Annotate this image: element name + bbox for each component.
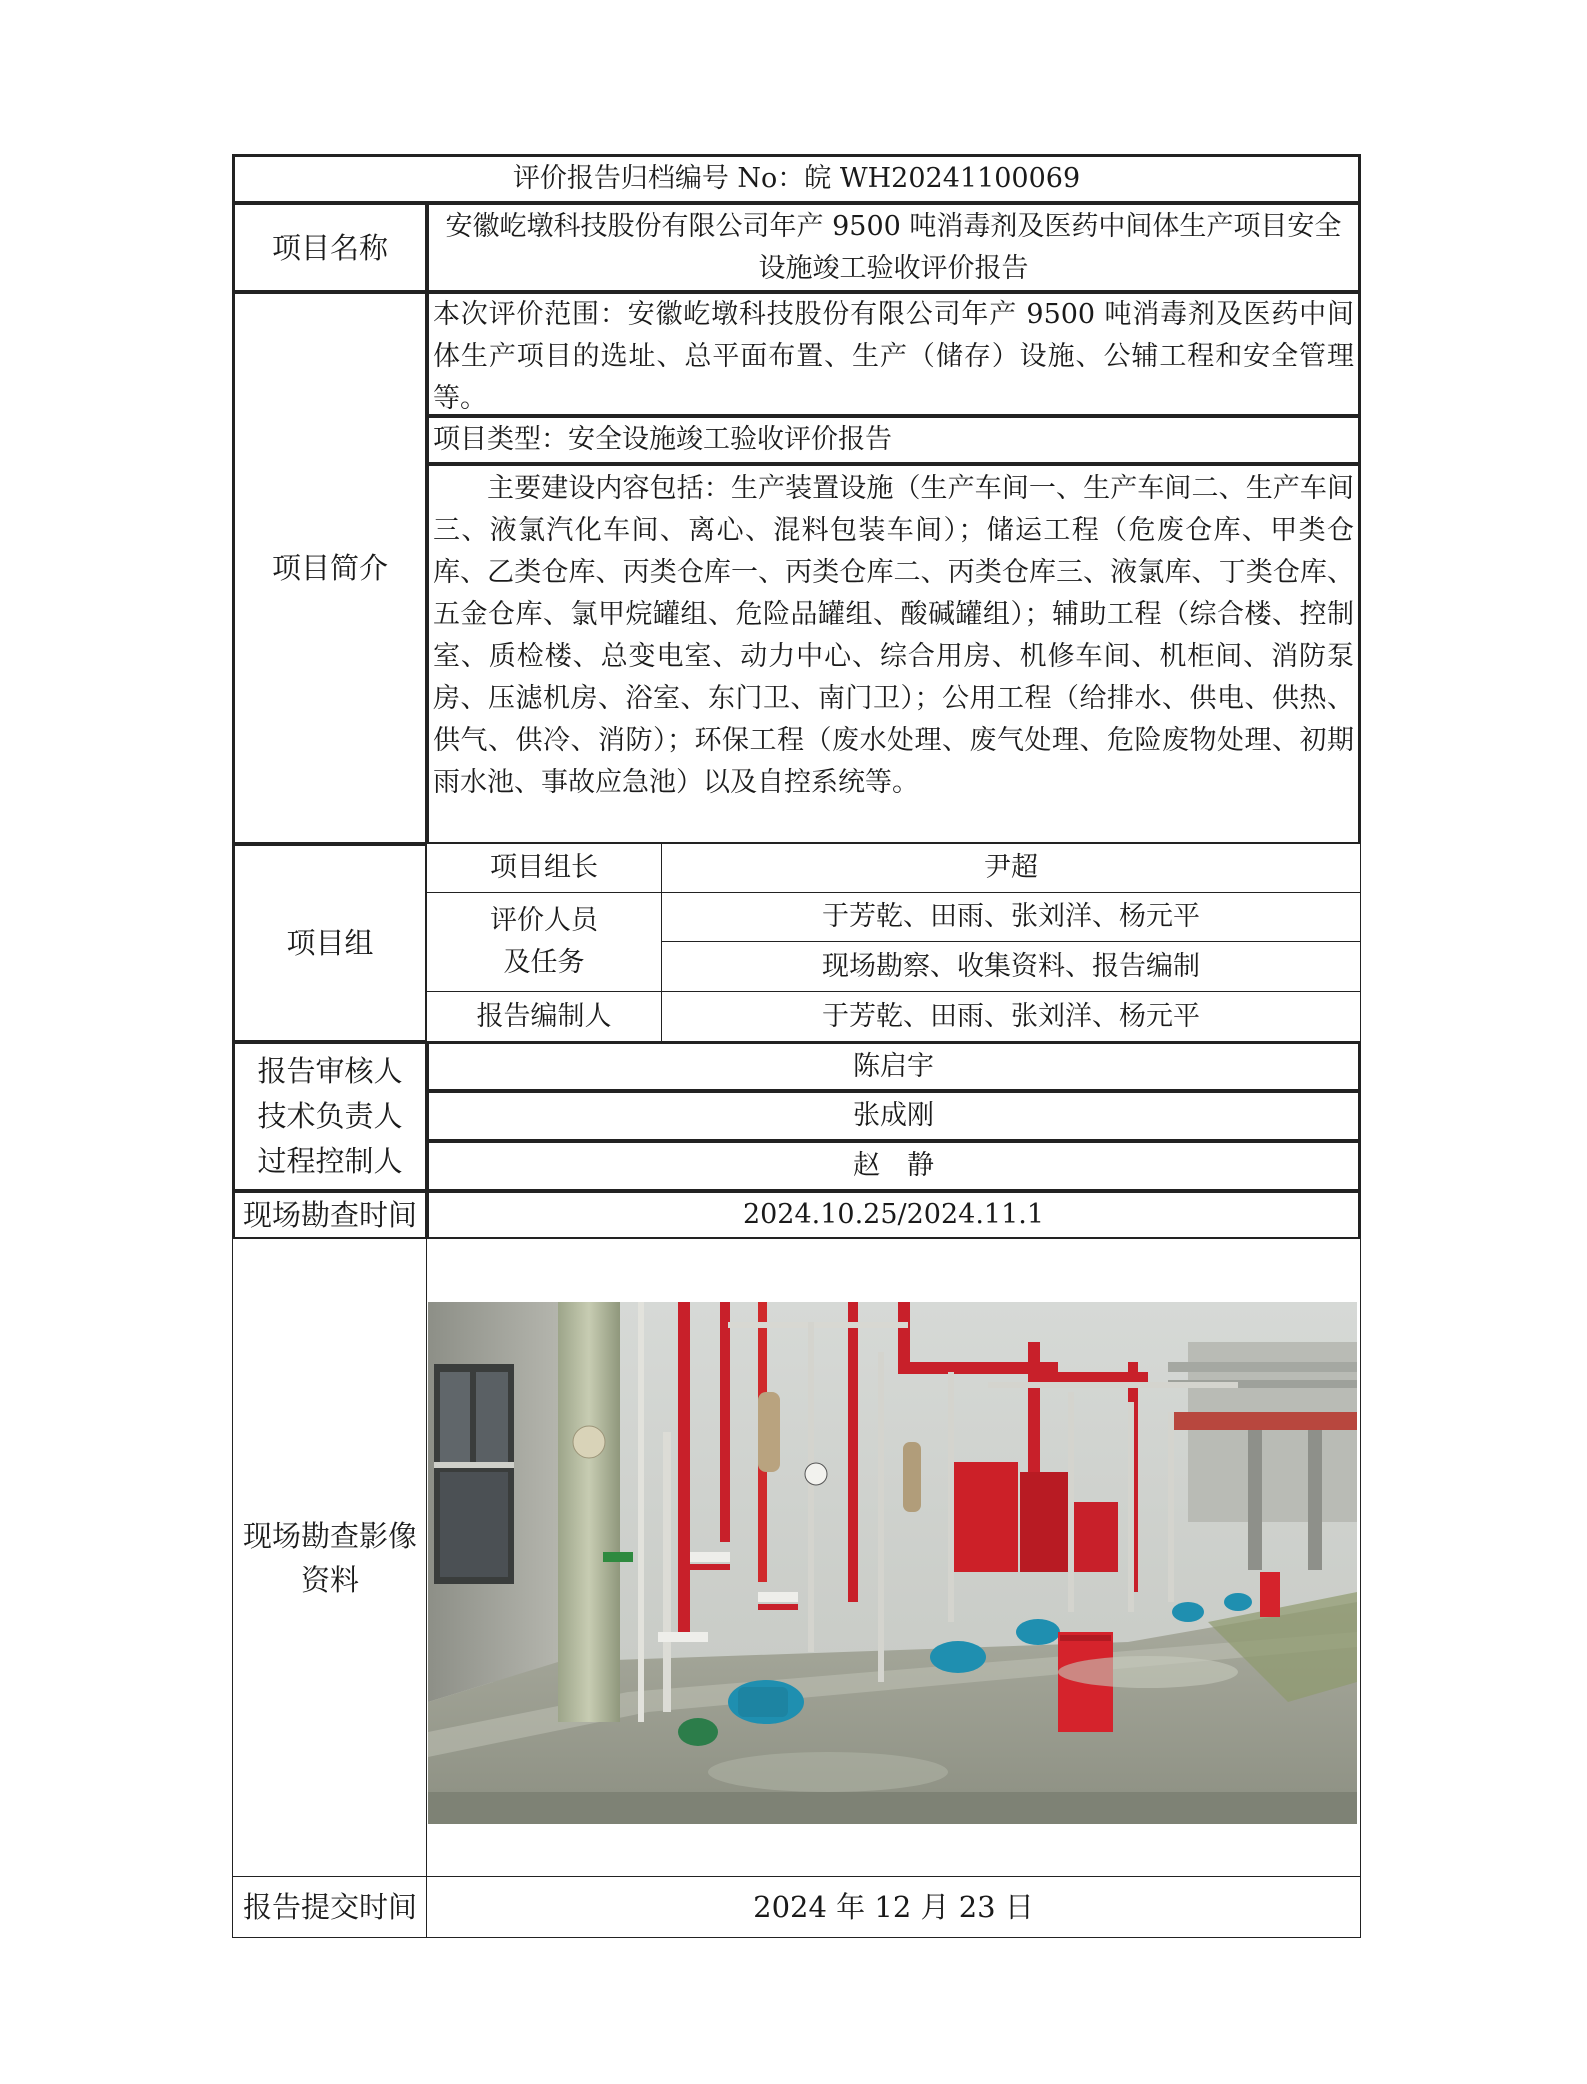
compiler-label-cell xyxy=(426,991,662,1043)
process-control-label: 过程控制人 xyxy=(257,1144,403,1178)
evaluators-value-cell xyxy=(661,892,1361,942)
evaluation-scope-text: 本次评价范围：安徽屹墩科技股份有限公司年产 9500 吨消毒剂及医药中间体生产项目的选址、总平面布置、生产（储存）设施、公辅工程和安全管理等。 xyxy=(433,299,1354,414)
leader-value-cell xyxy=(661,843,1361,893)
construction-content-cell xyxy=(426,463,1361,845)
submit-time-label: 报告提交时间 xyxy=(242,1890,417,1924)
construction-content-text: 主要建设内容包括：生产装置设施（生产车间一、生产车间二、生产车间三、液氯汽化车间、离心、混料包装车间）；储运工程（危废仓库、甲类仓库、乙类仓库、丙类仓库一、丙类仓库二、丙类仓库三、液氯库、丁类仓库、五金仓库、氯甲烷罐组、危险品罐组、酸碱罐组）；辅助工程（综合楼、控制室、质检楼、总变电室、动力中心、综合用房、机修车间、机柜间、消防泵房、压滤机房、浴室、东门卫、南门卫）；公用工程（给排水、供电、供热、供气、供冷、消防）；环保工程（废水处理、废气处理、危险废物处理、初期雨水池、事故应急池）以及自控系统等。 xyxy=(433,473,1354,798)
survey-time-label: 现场勘查时间 xyxy=(242,1198,417,1232)
reviewer-value-cell xyxy=(426,1041,1361,1092)
project-name-value-cell xyxy=(426,202,1361,293)
project-group-label-cell xyxy=(232,843,428,1043)
survey-photo-label-line1: 现场勘查影像 xyxy=(242,1519,417,1553)
reviewers-label-cell xyxy=(232,1041,428,1192)
project-name-value: 安徽屹墩科技股份有限公司年产 9500 吨消毒剂及医药中间体生产项目安全设施竣工验收评价报告 xyxy=(445,210,1342,284)
survey-photo-label-line2: 资料 xyxy=(300,1563,359,1597)
project-group-label: 项目组 xyxy=(286,926,374,960)
reviewer-label: 报告审核人 xyxy=(257,1054,403,1088)
compiler-label: 报告编制人 xyxy=(476,1001,612,1032)
process-control-value: 赵 静 xyxy=(853,1150,934,1181)
project-type-cell xyxy=(426,415,1361,465)
submit-time-label-cell xyxy=(232,1876,428,1938)
project-name-label: 项目名称 xyxy=(271,230,388,265)
leader-label: 项目组长 xyxy=(490,852,598,883)
leader-label-cell xyxy=(426,843,662,893)
project-intro-label-cell xyxy=(232,291,428,845)
report-cover-table xyxy=(232,154,1361,1938)
compiler-value-cell xyxy=(661,991,1361,1043)
archive-number-text: 评价报告归档编号 No：皖 WH20241100069 xyxy=(512,163,1081,194)
survey-time-value-cell xyxy=(426,1190,1361,1240)
survey-photo-label-cell xyxy=(232,1238,428,1878)
tasks-value: 现场勘察、收集资料、报告编制 xyxy=(822,950,1200,982)
submit-time-value-cell xyxy=(426,1876,1361,1938)
evaluators-value: 于芳乾、田雨、张刘洋、杨元平 xyxy=(822,901,1200,932)
evaluation-scope-cell xyxy=(426,291,1361,417)
project-type-text: 项目类型：安全设施竣工验收评价报告 xyxy=(433,424,892,455)
tasks-value-cell xyxy=(661,941,1361,992)
evaluators-label-line1: 评价人员 xyxy=(490,905,598,936)
evaluators-label-cell xyxy=(426,892,662,992)
evaluators-label-line2: 及任务 xyxy=(503,947,585,978)
tech-lead-value: 张成刚 xyxy=(853,1100,934,1131)
compiler-value: 于芳乾、田雨、张刘洋、杨元平 xyxy=(822,1001,1200,1032)
leader-value: 尹超 xyxy=(984,852,1038,883)
tech-lead-label: 技术负责人 xyxy=(257,1099,403,1133)
project-intro-label: 项目简介 xyxy=(271,551,388,585)
project-name-label-cell xyxy=(232,202,428,293)
survey-time-value: 2024.10.25/2024.11.1 xyxy=(742,1199,1045,1230)
survey-time-label-cell xyxy=(232,1190,428,1240)
reviewer-value: 陈启宇 xyxy=(853,1050,934,1082)
archive-number-row xyxy=(232,154,1361,204)
submit-time-value: 2024 年 12 月 23 日 xyxy=(753,1890,1034,1924)
site-survey-photo xyxy=(428,1302,1357,1824)
tech-lead-value-cell xyxy=(426,1090,1361,1142)
process-control-value-cell xyxy=(426,1140,1361,1192)
